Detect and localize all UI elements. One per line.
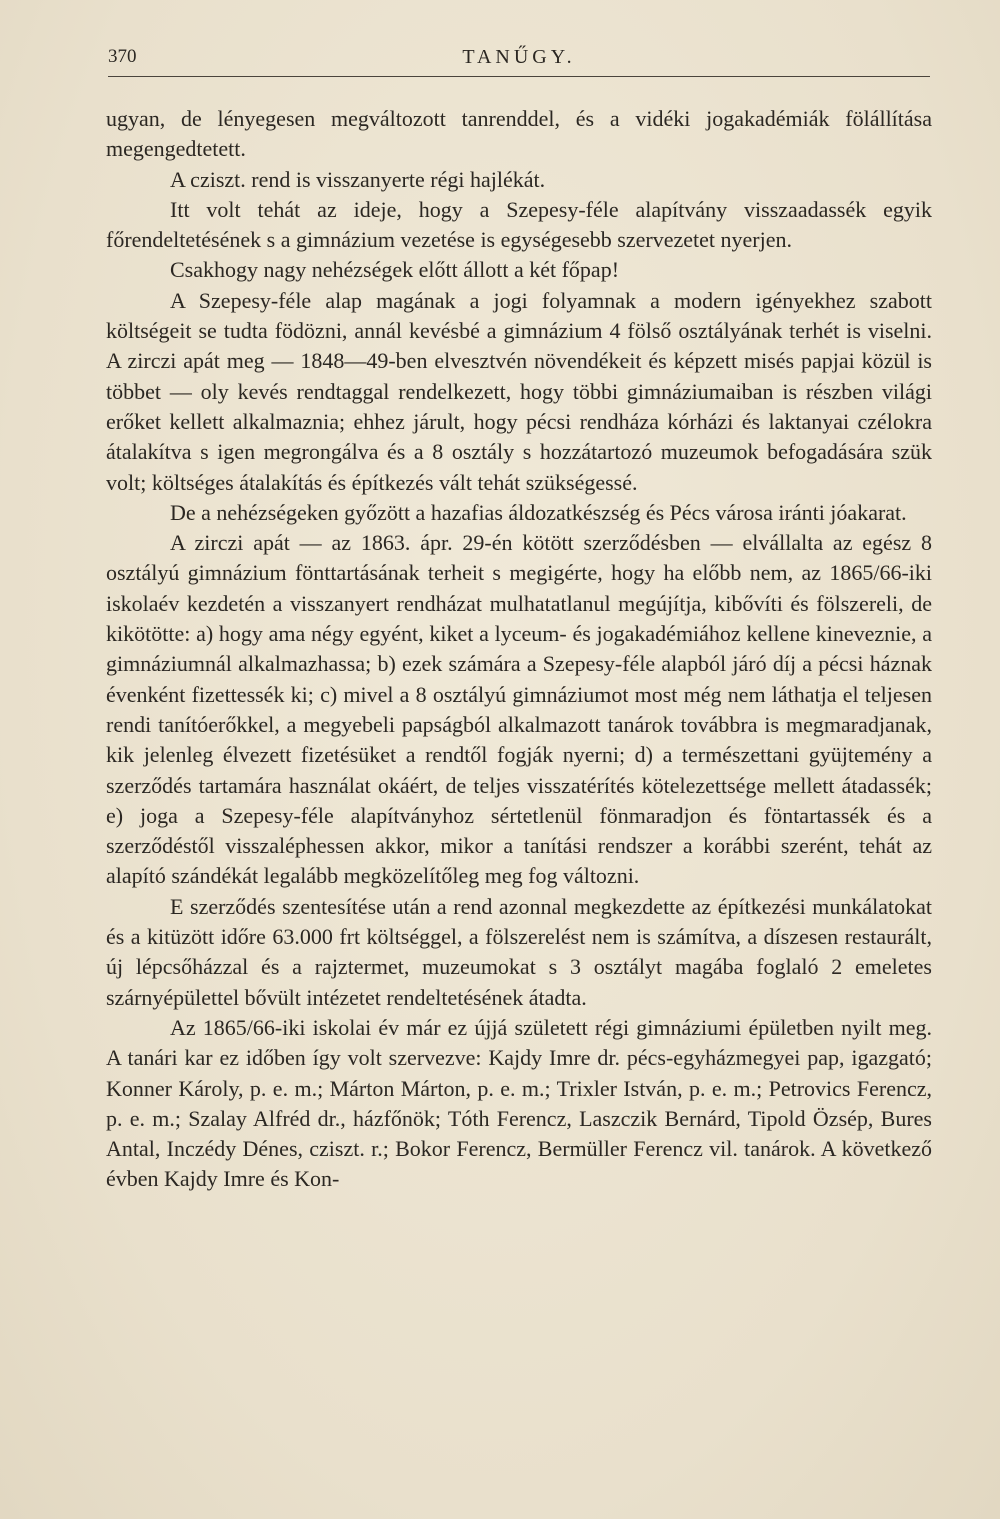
paragraph: Itt volt tehát az ideje, hogy a Szepesy-féle alapítvány visszaadassék egyik főrendeltetésének s a gimnázium vezetése is egységesebb szervezetet nyerjen. [106, 196, 932, 253]
paragraph: Az 1865/66-iki iskolai év már ez újjá született régi gimnáziumi épületben nyilt meg. A tanári kar ez időben így volt szervezve: Kajdy Imre dr. pécs-egyházmegyei pap, igazgató; Konner Károly, p. e. m.; Márton Márton, p. e. m.; Trixler István, p. e. m.; Petrovics Ferencz, p. e. m.; Szalay Alfréd dr., házfőnök; Tóth Ferencz, Laszczik Bernárd, Tipold Özsép, Bures Antal, Inczédy Dénes, cziszt. r.; Bokor Ferencz, Bermüller Ferencz vil. tanárok. A következő évben Kajdy Imre és Kon- [106, 1014, 932, 1192]
body-text [106, 104, 932, 1195]
page-header [108, 46, 930, 77]
running-head: TANŰGY. [462, 46, 576, 68]
page-number: 370 [108, 46, 137, 67]
paragraph: A Szepesy-féle alap magának a jogi folyamnak a modern igényekhez szabott költségeit se tudta födözni, annál kevésbé a gimnázium 4 fölső osztályának terhét is viselni. A zirczi apát meg — 1848—49-ben elvesztvén növendékeit és képzett misés papjai közül is többet — oly kevés rendtaggal rendelkezett, hogy többi gimnáziumaiban is részben világi erőket kellett alkalmaznia; ehhez járult, hogy pécsi rendháza kórházi és laktanyai czélokra átalakítva s igen megrongálva és a 8 osztály s hozzátartozó muzeumok befogadására szük volt; költséges átalakítás és építkezés vált tehát szükségessé. [106, 287, 932, 495]
paragraph: E szerződés szentesítése után a rend azonnal megkezdette az építkezési munkálatokat és a kitüzött időre 63.000 frt költséggel, a fölszerelést nem is számítva, a díszesen restaurált, új lépcsőházzal és a rajztermet, muzeumokat s 3 osztályt magába foglaló 2 emeletes szárnyépülettel bővült intézetet rendeltetésének átadta. [106, 893, 932, 1010]
paragraph: De a nehézségeken győzött a hazafias áldozatkészség és Pécs városa iránti jóakarat. [170, 499, 907, 525]
paragraph: ugyan, de lényegesen megváltozott tanrenddel, és a vidéki jogakadémiák fölállítása megengedtetett. [106, 106, 932, 162]
paragraph: A zirczi apát — az 1863. ápr. 29-én kötött szerződésben — elvállalta az egész 8 osztályú gimnázium fönttartásának terheit s megigérte, hogy ha előbb nem, az 1865/66-iki iskolaév kezdetén a visszanyert rendházat mulhatatlanul megújítja, kibővíti és fölszereli, de kikötötte: a) hogy ama négy egyént, kiket a lyceum- és jogakadémiához kellene kineveznie, a gimnáziumnál alkalmazhassa; b) ezek számára a Szepesy-féle alapból járó díj a pécsi háznak évenként fizettessék ki; c) mivel a 8 osztályú gimnáziumot most még nem láthatja el teljesen rendi tanítóerőkkel, a megyebeli papságból alkalmazott tanárok továbbra is megmaradjanak, kik jelenleg élvezett fizetésüket a rendtől fogják nyerni; d) a természettani gyüjtemény a szerződés tartamára használat okáért, de teljes visszatérítés kötelezettsége mellett átadassék; e) joga a Szepesy-féle alapítványhoz sértetlenül fönmaradjon és föntartassék és a szerződéstől visszaléphessen akkor, mikor a tanítási rendszer a korábbi szerént, tehát az alapító szándékát legalább megközelítőleg meg fog változni. [106, 530, 932, 889]
paragraph: Csakhogy nagy nehézségek előtt állott a két főpap! [170, 257, 620, 283]
paragraph: A cziszt. rend is visszanyerte régi hajlékát. [170, 166, 546, 192]
